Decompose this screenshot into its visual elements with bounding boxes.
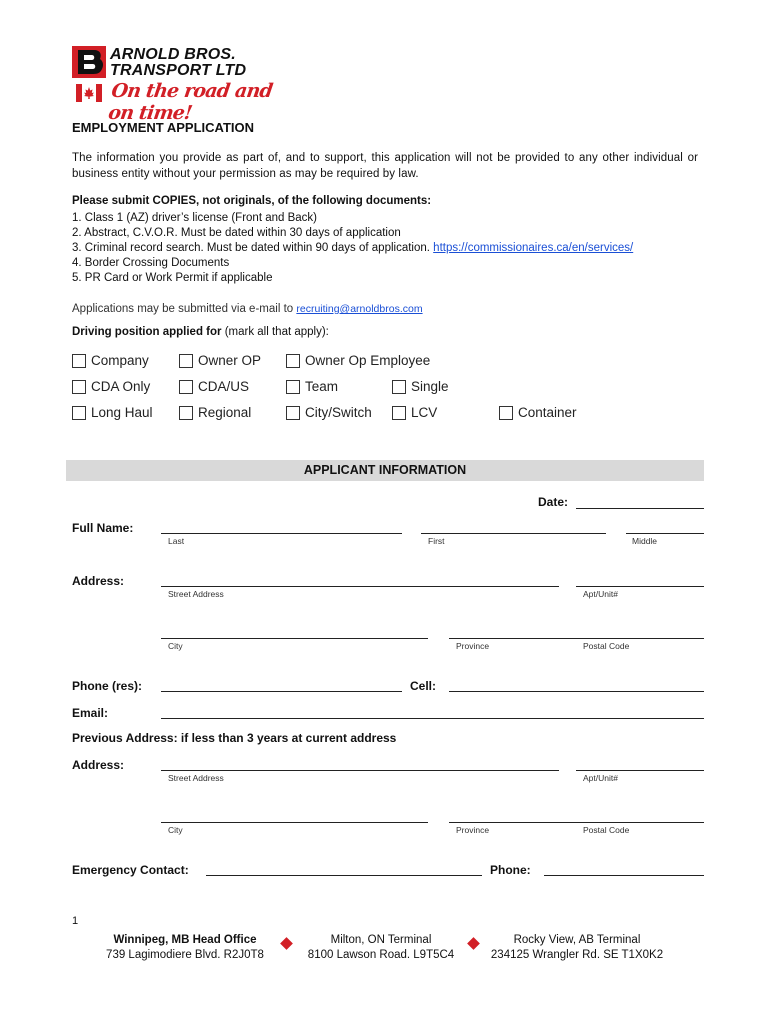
applicant-section-header: APPLICANT INFORMATION [66,460,704,481]
checkbox-box[interactable] [286,380,300,394]
emergency-phone-field[interactable] [544,875,704,876]
email-note-text: Applications may be submitted via e-mail to [72,303,294,315]
prev-province-postal-field[interactable] [449,822,704,823]
brand-tagline: On the road and on time! [106,80,274,124]
list-item: 1. Class 1 (AZ) driver’s license (Front and Back) [72,212,317,224]
phone-res-label: Phone (res): [72,679,143,693]
list-item [72,241,633,256]
office-address: 8100 Lawson Road. L9T5C4 [307,949,455,961]
office-address: 739 Lagimodiere Blvd. R2J0T8 [106,949,264,961]
checkbox-box[interactable] [286,406,300,420]
checkbox-label: City/Switch [305,405,372,420]
province-caption: Province [456,641,490,651]
checkbox-label: Regional [198,405,252,420]
diamond-bullet-icon [467,937,480,950]
checkbox-label: LCV [411,405,438,420]
office-milton [300,933,462,963]
checkbox-container[interactable] [499,405,577,420]
checkbox-box[interactable] [392,380,406,394]
cell-label: Cell: [410,679,437,693]
office-name: Rocky View, AB Terminal [513,934,641,946]
address-label: Address: [72,574,125,588]
checkbox-cda-only[interactable] [72,379,150,394]
date-field[interactable] [576,508,704,509]
checkbox-box[interactable] [179,354,193,368]
checkbox-box[interactable] [286,354,300,368]
emergency-contact-label: Emergency Contact: [72,863,189,877]
page-title: EMPLOYMENT APPLICATION [72,120,254,135]
checkbox-company[interactable] [72,353,149,368]
previous-address-heading: Previous Address: if less than 3 years at current address [72,731,397,745]
commissionaires-link[interactable]: https://commissionaires.ca/en/services/ [433,242,634,254]
last-caption: Last [168,536,185,546]
b-logo-icon [72,46,106,78]
office-rocky-view [484,933,670,963]
diamond-bullet-icon [280,937,293,950]
cell-field[interactable] [449,691,704,692]
city-caption: City [168,641,183,651]
office-name: Milton, ON Terminal [330,934,432,946]
apt-unit-field[interactable] [576,586,704,587]
checkbox-long-haul[interactable] [72,405,153,420]
brand-name-line2: TRANSPORT LTD [110,62,247,79]
driving-label: Driving position applied for [72,326,222,338]
phone-res-field[interactable] [161,691,402,692]
prev-apt-unit-field[interactable] [576,770,704,771]
driving-position-label [72,326,329,338]
street-caption: Street Address [168,773,224,783]
checkbox-label: Owner Op Employee [305,353,431,368]
previous-address-label: Address: [72,758,125,772]
canada-flag-icon [76,84,102,102]
checkbox-box[interactable] [499,406,513,420]
apt-caption: Apt/Unit# [583,589,618,599]
city-field[interactable] [161,638,428,639]
postal-caption: Postal Code [583,825,630,835]
email-note [72,303,423,315]
intro-paragraph: The information you provide as part of, and to support, this application will not be provided to any other individual or business entity without your permission as may be required by law. [72,152,698,180]
checkbox-label: Owner OP [198,353,262,368]
company-logo [72,44,282,124]
checkbox-box[interactable] [392,406,406,420]
brand-name-line1: ARNOLD BROS. [110,46,236,63]
list-item: 4. Border Crossing Documents [72,257,230,269]
checkbox-box[interactable] [179,406,193,420]
checkbox-owner-op[interactable] [179,353,261,368]
checkbox-lcv[interactable] [392,405,437,420]
list-item-text: 3. Criminal record search. Must be dated within 90 days of application. [72,242,430,254]
prev-city-field[interactable] [161,822,428,823]
date-label: Date: [538,495,569,509]
office-name: Winnipeg, MB Head Office [113,934,257,946]
checkbox-box[interactable] [72,406,86,420]
city-caption: City [168,825,183,835]
province-caption: Province [456,825,490,835]
checkbox-label: Long Haul [91,405,153,420]
emergency-phone-label: Phone: [490,863,531,877]
checkbox-label: CDA/US [198,379,250,394]
prev-street-address-field[interactable] [161,770,559,771]
page-number: 1 [72,915,79,927]
first-name-field[interactable] [421,533,606,534]
office-winnipeg [100,933,270,963]
email-label: Email: [72,706,109,720]
checkbox-label: Single [411,379,449,394]
middle-name-field[interactable] [626,533,704,534]
checkbox-regional[interactable] [179,405,251,420]
list-item: 2. Abstract, C.V.O.R. Must be dated within 30 days of application [72,227,401,239]
middle-caption: Middle [632,536,658,546]
last-name-field[interactable] [161,533,402,534]
postal-caption: Postal Code [583,641,630,651]
apt-caption: Apt/Unit# [583,773,618,783]
checkbox-box[interactable] [72,380,86,394]
street-address-field[interactable] [161,586,559,587]
street-caption: Street Address [168,589,224,599]
driving-hint: (mark all that apply): [224,326,329,338]
checkbox-box[interactable] [72,354,86,368]
checkbox-box[interactable] [179,380,193,394]
emergency-contact-field[interactable] [206,875,482,876]
checkbox-label: CDA Only [91,379,151,394]
full-name-label: Full Name: [72,521,134,535]
province-postal-field[interactable] [449,638,704,639]
list-item: 5. PR Card or Work Permit if applicable [72,272,273,284]
checkbox-label: Team [305,379,339,394]
documents-heading: Please submit COPIES, not originals, of the following documents: [72,195,432,207]
email-field[interactable] [161,718,704,719]
first-caption: First [428,536,445,546]
checkbox-label: Container [518,405,577,420]
documents-list [72,211,633,286]
office-address: 234125 Wrangler Rd. SE T1X0K2 [490,949,664,961]
checkbox-owner-op-employee[interactable] [286,353,430,368]
recruiting-email-link[interactable]: recruiting@arnoldbros.com [296,303,423,315]
checkbox-label: Company [91,353,149,368]
checkbox-single[interactable] [392,379,449,394]
checkbox-city-switch[interactable] [286,405,372,420]
checkbox-team[interactable] [286,379,338,394]
checkbox-cda-us[interactable] [179,379,249,394]
